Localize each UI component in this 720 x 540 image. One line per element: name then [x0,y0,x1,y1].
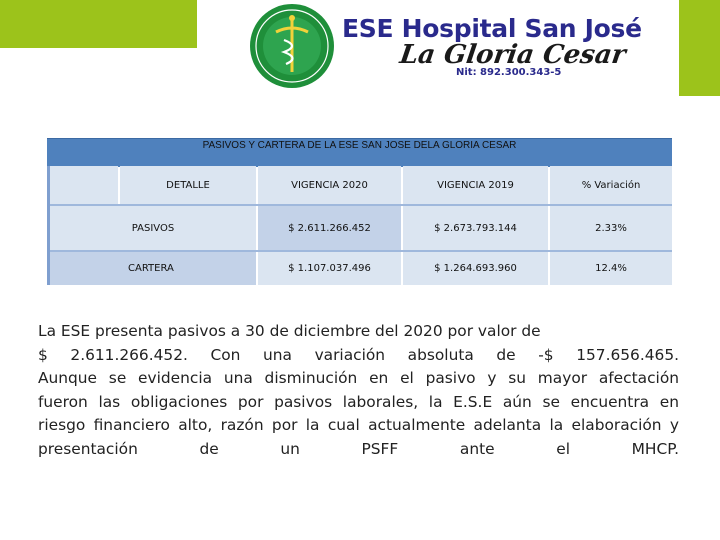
cell-pasivos-variacion: 2.33% [550,206,672,250]
brand-title: ESE Hospital San José [342,14,642,43]
header-spacer [50,166,118,204]
cell-pasivos-2020: $ 2.611.266.452 [258,206,401,250]
header-vigencia-2019: VIGENCIA 2019 [403,166,548,204]
green-corner-right [679,0,720,96]
green-corner-left [0,0,197,48]
summary-paragraph [38,320,679,461]
paragraph-line: La ESE presenta pasivos a 30 de diciembre del 2020 por valor de [38,322,541,340]
brand-script: La Gloria Cesar [397,40,628,70]
paragraph-line: riesgo financiero alto, razón por la cual actualmente adelanta la elaboración y [38,416,679,434]
cell-cartera-detalle: CARTERA [50,252,256,285]
paragraph-line: fueron las obligaciones por pasivos laborales, la E.S.E aún se encuentra en [38,392,679,411]
brand-nit: Nit: 892.300.343-5 [456,67,562,78]
paragraph-line: presentación de un PSFF ante el MHCP. [38,439,679,458]
hospital-seal-icon [248,2,336,90]
table-title: PASIVOS Y CARTERA DE LA ESE SAN JOSE DELA GLORIA CESAR [202,140,517,151]
cell-cartera-2019: $ 1.264.693.960 [403,252,548,285]
cell-pasivos-2019: $ 2.673.793.144 [403,206,548,250]
paragraph-line: $ 2.611.266.452. Con una variación absoluta de -$ 157.656.465. [38,345,679,364]
paragraph-line: Aunque se evidencia una disminución en el pasivo y su mayor afectación [38,369,679,387]
header-detalle: DETALLE [120,166,256,204]
table-title-bar [47,138,672,167]
table-left-edge [47,166,50,285]
cell-cartera-variacion: 12.4% [550,252,672,285]
header-vigencia-2020: VIGENCIA 2020 [258,166,401,204]
header-variacion: % Variación [550,166,672,204]
cell-cartera-2020: $ 1.107.037.496 [258,252,401,285]
hospital-logo [242,0,642,96]
cell-pasivos-detalle: PASIVOS [50,206,256,250]
